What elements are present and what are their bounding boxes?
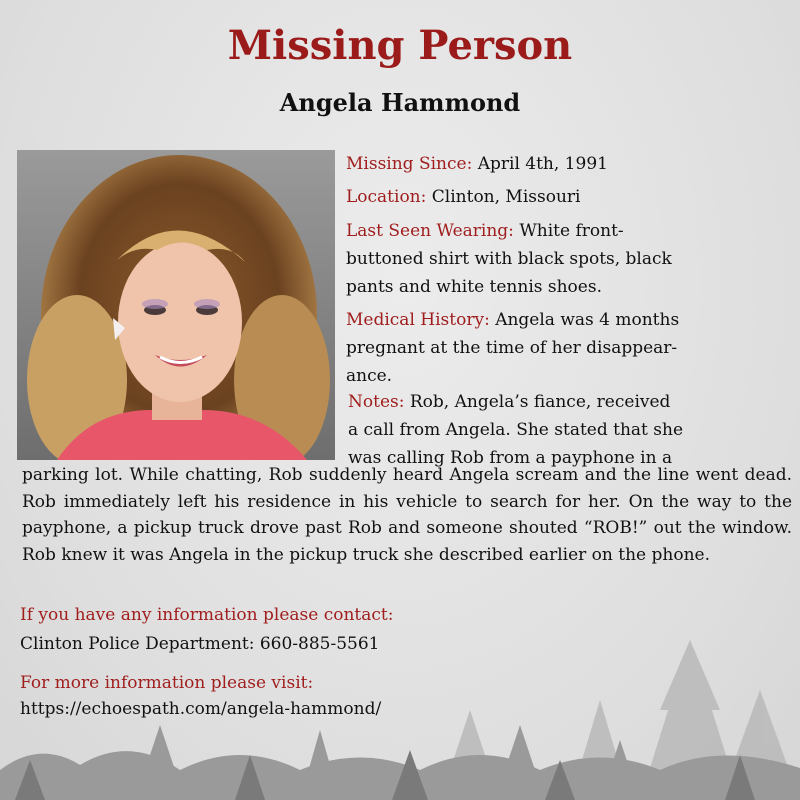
- notes-value-line2: a call from Angela. She stated that she: [348, 420, 684, 440]
- wearing-label: Last Seen Wearing:: [346, 221, 514, 241]
- wearing-value-line2: buttoned shirt with black spots, black: [346, 249, 672, 269]
- notes-label: Notes:: [348, 392, 405, 412]
- notes-value-line1: Rob, Angela’s fiance, received: [409, 392, 671, 412]
- page-title: Missing Person: [227, 22, 573, 69]
- more-info-label: For more information please visit:: [20, 673, 314, 693]
- person-name: Angela Hammond: [279, 88, 521, 117]
- medical-value-line3: ance.: [346, 366, 393, 386]
- last-seen-wearing: [346, 217, 786, 301]
- contact-value: Clinton Police Department: 660-885-5561: [20, 634, 380, 654]
- location-value: Clinton, Missouri: [431, 187, 581, 207]
- notes-continued: parking lot. While chatting, Rob suddenly heard Angela scream and the line went dead. Rob immediately left his residence in his vehicle to search for her. On the way to the payphone, a pickup truck drove past Rob and someone shouted “ROB!” out the window. Rob knew it was Angela in the pickup truck she described earlier on the phone.: [22, 465, 792, 565]
- pine-tree-silhouettes: [0, 630, 800, 800]
- medical-history: [346, 306, 786, 390]
- medical-label: Medical History:: [346, 310, 490, 330]
- person-photo: [17, 150, 335, 460]
- wearing-value-line1: White front-: [519, 221, 624, 241]
- location: [346, 183, 786, 211]
- medical-value-line1: Angela was 4 months: [495, 310, 680, 330]
- missing-since-value: April 4th, 1991: [477, 154, 608, 174]
- medical-value-line2: pregnant at the time of her disappear-: [346, 338, 678, 358]
- missing-since: [346, 150, 786, 178]
- notes: [348, 388, 788, 472]
- notes-value-line3: was calling Rob from a payphone in a: [348, 448, 673, 468]
- more-info-url[interactable]: https://echoespath.com/angela-hammond/: [20, 699, 382, 719]
- contact-label: If you have any information please contact:: [20, 605, 394, 625]
- wearing-value-line3: pants and white tennis shoes.: [346, 277, 602, 297]
- missing-since-label: Missing Since:: [346, 154, 473, 174]
- location-label: Location:: [346, 187, 427, 207]
